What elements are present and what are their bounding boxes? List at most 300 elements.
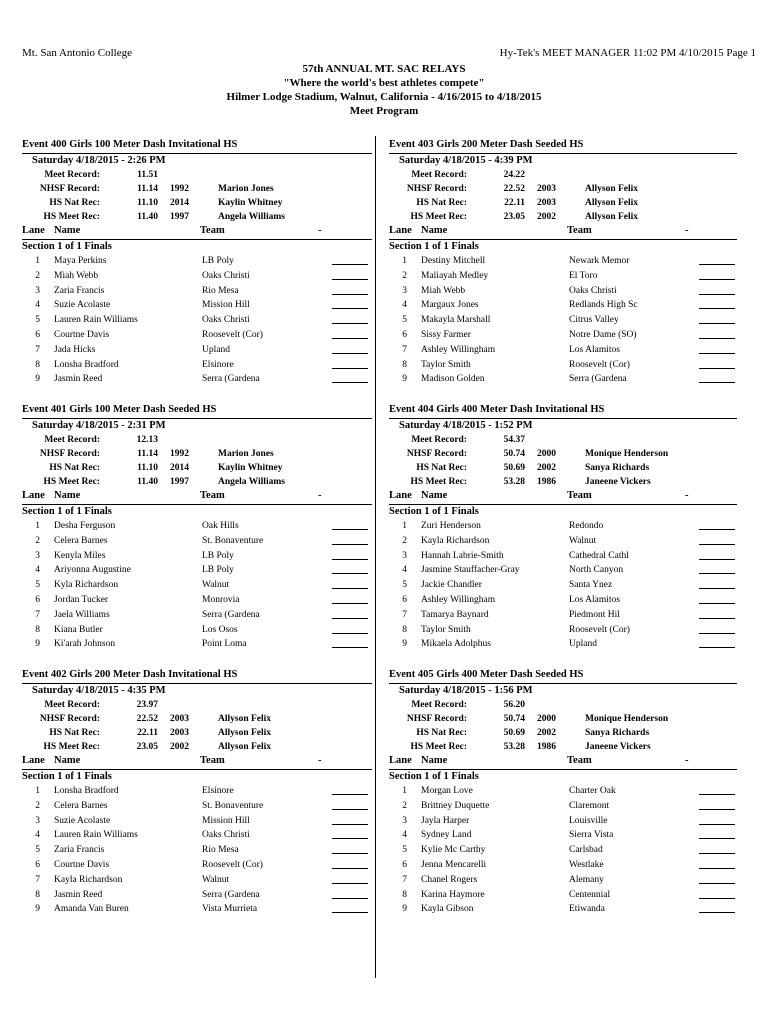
entry-team: Serra (Gardena xyxy=(202,609,260,620)
entry-row xyxy=(22,254,372,269)
entry-name: Amanda Van Buren xyxy=(54,904,129,915)
record-holder: Kaylin Whitney xyxy=(218,198,283,208)
event-session: Saturday 4/18/2015 - 4:39 PM xyxy=(399,155,533,166)
record-year: 1997 xyxy=(170,477,189,487)
entry-mark-blank xyxy=(699,534,735,545)
record-value: 24.22 xyxy=(503,170,525,180)
entry-row xyxy=(22,578,372,593)
entry-mark-blank xyxy=(699,858,735,869)
entry-name: Jayla Harper xyxy=(421,815,470,826)
entry-team: Charter Oak xyxy=(569,786,616,796)
event-session: Saturday 4/18/2015 - 2:31 PM xyxy=(32,420,166,431)
record-row xyxy=(22,210,372,224)
entry-team: Monrovia xyxy=(202,594,240,605)
record-row xyxy=(22,461,372,475)
entry-row xyxy=(22,563,372,578)
entry-team: Piedmont Hil xyxy=(569,609,620,620)
entry-name: Suzie Acolaste xyxy=(54,815,111,826)
team-header: Team xyxy=(200,755,225,766)
entry-lane: 5 xyxy=(402,845,407,856)
entry-row xyxy=(389,343,737,358)
entry-name: Desha Ferguson xyxy=(54,521,116,531)
record-value: 22.11 xyxy=(504,198,525,208)
entry-team: Serra (Gardena xyxy=(569,374,627,385)
entry-name: Makayla Marshall xyxy=(421,315,491,326)
entry-mark-blank xyxy=(332,358,368,369)
entry-name: Ashley Willingham xyxy=(421,594,496,605)
entry-team: Los Alamitos xyxy=(569,344,620,355)
entry-row xyxy=(22,873,372,888)
entry-row xyxy=(22,298,372,313)
entry-row xyxy=(389,873,737,888)
record-label: NHSF Record: xyxy=(406,184,467,194)
entry-row xyxy=(22,328,372,343)
record-value: 50.69 xyxy=(503,463,525,473)
entry-team: Santa Ynez xyxy=(569,580,613,591)
event-session: Saturday 4/18/2015 - 2:26 PM xyxy=(32,155,166,166)
record-year xyxy=(529,698,565,712)
entry-mark-blank xyxy=(699,873,735,884)
record-list xyxy=(22,168,372,224)
record-row xyxy=(22,726,372,740)
entry-name: Taylor Smith xyxy=(421,624,471,635)
entry-lane: 5 xyxy=(35,315,40,326)
event-block xyxy=(389,668,737,933)
record-year: 2000 xyxy=(537,449,556,459)
record-list xyxy=(22,433,372,489)
entry-name: Jasmin Reed xyxy=(54,374,103,385)
entry-name: Courtne Davis xyxy=(54,859,110,870)
record-holder: Marion Jones xyxy=(218,449,274,459)
entry-team: Elsinore xyxy=(202,359,234,370)
record-value: 11.10 xyxy=(137,198,158,208)
record-label: NHSF Record: xyxy=(39,449,100,459)
entry-lane: 5 xyxy=(35,580,40,591)
entry-lane: 9 xyxy=(402,639,407,650)
entry-team: Vista Murrieta xyxy=(202,904,258,915)
record-holder: Allyson Felix xyxy=(218,728,272,738)
entry-team: El Toro xyxy=(569,270,598,281)
record-row xyxy=(389,182,737,196)
record-year xyxy=(162,433,198,447)
record-holder: Sanya Richards xyxy=(585,728,650,738)
entry-row xyxy=(22,593,372,608)
entry-team: Mission Hill xyxy=(202,300,250,311)
entry-mark-blank xyxy=(699,328,735,339)
record-row xyxy=(22,475,372,489)
record-holder: Allyson Felix xyxy=(218,714,272,724)
record-year: 2014 xyxy=(170,198,189,208)
mark-header: - xyxy=(318,225,322,236)
record-list xyxy=(389,168,737,224)
entry-name: Miah Webb xyxy=(421,285,466,296)
record-year xyxy=(162,168,198,182)
event-block xyxy=(22,668,372,933)
record-value: 11.14 xyxy=(137,449,158,459)
record-holder: Sanya Richards xyxy=(585,463,650,473)
entry-name: Courtne Davis xyxy=(54,329,110,340)
event-session: Saturday 4/18/2015 - 4:35 PM xyxy=(32,685,166,696)
entry-lane: 6 xyxy=(402,329,407,340)
record-label: NHSF Record: xyxy=(406,449,467,459)
entry-team: St. Bonaventure xyxy=(202,535,264,546)
entry-name: Lauren Rain Williams xyxy=(54,830,138,841)
record-holder xyxy=(565,433,585,447)
record-label: HS Meet Rec: xyxy=(43,477,100,487)
entry-row xyxy=(22,284,372,299)
entry-team: Rio Mesa xyxy=(202,285,239,296)
left-column xyxy=(22,138,372,933)
entry-mark-blank xyxy=(699,343,735,354)
entry-name: Jasmin Reed xyxy=(54,889,103,900)
entry-lane: 2 xyxy=(35,800,40,811)
entry-name: Jordan Tucker xyxy=(54,594,109,605)
record-holder xyxy=(565,698,585,712)
column-header xyxy=(389,224,737,240)
record-value: 23.97 xyxy=(136,700,158,710)
entry-mark-blank xyxy=(332,549,368,560)
section-label: Section 1 of 1 Finals xyxy=(22,771,112,782)
entry-mark-blank xyxy=(699,563,735,574)
entry-name: Jackie Chandler xyxy=(421,580,482,591)
record-row xyxy=(389,447,737,461)
entry-mark-blank xyxy=(332,873,368,884)
entry-list xyxy=(22,519,372,652)
entry-name: Kyla Richardson xyxy=(54,580,119,591)
entry-mark-blank xyxy=(699,313,735,324)
record-row xyxy=(389,461,737,475)
entry-row xyxy=(22,313,372,328)
record-row xyxy=(22,447,372,461)
entry-team: Claremont xyxy=(569,800,610,811)
entry-team: LB Poly xyxy=(202,565,234,576)
record-label: Meet Record: xyxy=(44,170,100,180)
event-title: Event 402 Girls 200 Meter Dash Invitational HS xyxy=(22,669,238,680)
record-row xyxy=(389,168,737,182)
entry-name: Kayla Gibson xyxy=(421,904,474,915)
event-title: Event 401 Girls 100 Meter Dash Seeded HS xyxy=(22,404,217,415)
record-row xyxy=(389,433,737,447)
entry-mark-blank xyxy=(332,372,368,383)
event-title: Event 403 Girls 200 Meter Dash Seeded HS xyxy=(389,139,584,150)
entry-mark-blank xyxy=(332,858,368,869)
record-value: 22.52 xyxy=(136,714,158,724)
entry-name: Maliayah Medley xyxy=(421,270,489,281)
record-holder: Allyson Felix xyxy=(585,198,639,208)
entry-team: Oaks Christi xyxy=(202,270,250,281)
entry-lane: 3 xyxy=(35,550,40,561)
column-header xyxy=(389,489,737,505)
entry-team: Notre Dame (SO) xyxy=(569,329,637,340)
team-header: Team xyxy=(567,225,592,236)
entry-mark-blank xyxy=(699,637,735,648)
entry-lane: 7 xyxy=(35,609,40,620)
entry-name: Brittney Duquette xyxy=(421,800,490,811)
record-year: 2003 xyxy=(537,198,556,208)
section-label: Section 1 of 1 Finals xyxy=(389,506,479,517)
entry-mark-blank xyxy=(699,623,735,634)
record-value: 11.40 xyxy=(137,212,158,222)
entry-row xyxy=(22,858,372,873)
entry-row xyxy=(389,799,737,814)
entry-mark-blank xyxy=(699,888,735,899)
entry-lane: 7 xyxy=(402,874,407,885)
entry-team: Point Loma xyxy=(202,639,247,650)
record-holder: Allyson Felix xyxy=(585,184,639,194)
entry-row xyxy=(22,519,372,534)
entry-name: Tamarya Baynard xyxy=(421,609,489,620)
entry-team: Newark Memor xyxy=(569,256,630,266)
record-year: 2003 xyxy=(170,728,189,738)
college-name: Mt. San Antonio College xyxy=(22,47,132,59)
record-year: 1992 xyxy=(170,449,189,459)
entry-name: Zaria Francis xyxy=(54,845,105,856)
entry-row xyxy=(22,799,372,814)
record-holder: Allyson Felix xyxy=(585,212,639,222)
entry-row xyxy=(389,358,737,373)
entry-lane: 5 xyxy=(402,580,407,591)
entry-lane: 4 xyxy=(35,830,40,841)
record-label: HS Nat Rec: xyxy=(416,728,467,738)
entry-name: Jada Hicks xyxy=(54,344,96,355)
name-header: Name xyxy=(421,490,448,501)
record-label: HS Meet Rec: xyxy=(410,477,467,487)
record-value: 11.51 xyxy=(137,170,158,180)
entry-row xyxy=(389,902,737,917)
record-holder xyxy=(198,433,218,447)
entry-row xyxy=(389,254,737,269)
entry-lane: 8 xyxy=(402,359,407,370)
entry-team: Redlands High Sc xyxy=(569,300,638,311)
meet-manager-stamp: Hy-Tek's MEET MANAGER 11:02 PM 4/10/2015 Page 1 xyxy=(499,47,756,59)
entry-mark-blank xyxy=(699,254,735,265)
entry-mark-blank xyxy=(699,843,735,854)
record-holder: Monique Henderson xyxy=(585,714,669,724)
entry-team: Roosevelt (Cor) xyxy=(202,329,263,340)
entry-lane: 8 xyxy=(402,889,407,900)
entry-row xyxy=(389,284,737,299)
record-holder xyxy=(565,168,585,182)
entry-mark-blank xyxy=(332,902,368,913)
record-value: 12.13 xyxy=(136,435,158,445)
record-row xyxy=(22,698,372,712)
entry-team: Oaks Christi xyxy=(569,285,617,296)
entry-name: Kenyla Miles xyxy=(54,550,106,561)
entry-row xyxy=(22,549,372,564)
entry-mark-blank xyxy=(332,563,368,574)
entry-lane: 1 xyxy=(402,256,407,266)
entry-row xyxy=(389,549,737,564)
event-title: Event 404 Girls 400 Meter Dash Invitational HS xyxy=(389,404,605,415)
entry-name: Ki'arah Johnson xyxy=(54,639,116,650)
section-label: Section 1 of 1 Finals xyxy=(389,241,479,252)
entry-row xyxy=(389,843,737,858)
entry-lane: 6 xyxy=(35,329,40,340)
entry-lane: 8 xyxy=(35,624,40,635)
mark-header: - xyxy=(318,490,322,501)
entry-mark-blank xyxy=(699,578,735,589)
entry-row xyxy=(389,372,737,387)
entry-row xyxy=(389,328,737,343)
entry-mark-blank xyxy=(332,313,368,324)
record-value: 22.52 xyxy=(503,184,525,194)
entry-row xyxy=(22,269,372,284)
record-row xyxy=(389,726,737,740)
entry-lane: 9 xyxy=(35,904,40,915)
record-row xyxy=(389,740,737,754)
record-year: 1986 xyxy=(537,477,556,487)
entry-team: Etiwanda xyxy=(569,904,605,915)
entry-team: Louisville xyxy=(569,815,608,826)
entry-lane: 6 xyxy=(402,594,407,605)
entry-name: Kayla Richardson xyxy=(54,874,123,885)
entry-row xyxy=(22,814,372,829)
entry-row xyxy=(22,372,372,387)
record-holder: Janeene Vickers xyxy=(585,477,651,487)
entry-team: Roosevelt (Cor) xyxy=(569,624,630,635)
entry-row xyxy=(22,784,372,799)
entry-name: Margaux Jones xyxy=(421,300,479,311)
record-row xyxy=(389,475,737,489)
record-label: NHSF Record: xyxy=(406,714,467,724)
record-value: 56.20 xyxy=(503,700,525,710)
column-divider xyxy=(375,136,376,978)
event-block xyxy=(22,138,372,403)
entry-team: Centennial xyxy=(569,889,611,900)
entry-lane: 3 xyxy=(402,550,407,561)
meet-titles xyxy=(0,62,768,118)
name-header: Name xyxy=(421,225,448,236)
record-year: 1997 xyxy=(170,212,189,222)
record-label: HS Nat Rec: xyxy=(416,198,467,208)
entry-row xyxy=(22,828,372,843)
entry-lane: 4 xyxy=(35,300,40,311)
entry-mark-blank xyxy=(332,578,368,589)
entry-team: Elsinore xyxy=(202,786,234,796)
entry-name: Ashley Willingham xyxy=(421,344,496,355)
entry-row xyxy=(22,843,372,858)
entry-lane: 4 xyxy=(402,300,407,311)
record-row xyxy=(22,182,372,196)
record-label: NHSF Record: xyxy=(39,184,100,194)
entry-name: Hannah Labrie-Smith xyxy=(421,550,504,561)
record-year: 1986 xyxy=(537,742,556,752)
entry-team: Carlsbad xyxy=(569,845,603,856)
lane-header: Lane xyxy=(389,755,412,766)
record-year: 1992 xyxy=(170,184,189,194)
entry-name: Jaela Williams xyxy=(54,609,110,620)
entry-lane: 4 xyxy=(402,830,407,841)
entry-name: Miah Webb xyxy=(54,270,99,281)
entry-mark-blank xyxy=(699,608,735,619)
meet-tagline: "Where the world's best athletes compete" xyxy=(283,77,485,89)
entry-team: Sierra Vista xyxy=(569,830,614,841)
entry-mark-blank xyxy=(699,814,735,825)
entry-mark-blank xyxy=(699,284,735,295)
record-label: HS Meet Rec: xyxy=(410,212,467,222)
record-year: 2002 xyxy=(170,742,189,752)
entry-name: Kylie Mc Carthy xyxy=(421,845,486,856)
name-header: Name xyxy=(54,755,81,766)
entry-lane: 7 xyxy=(35,874,40,885)
record-year: 2002 xyxy=(537,728,556,738)
event-title: Event 400 Girls 100 Meter Dash Invitational HS xyxy=(22,139,238,150)
entry-mark-blank xyxy=(699,298,735,309)
entry-team: Citrus Valley xyxy=(569,315,619,326)
lane-header: Lane xyxy=(389,225,412,236)
entry-lane: 5 xyxy=(35,845,40,856)
entry-row xyxy=(389,814,737,829)
record-label: Meet Record: xyxy=(411,435,467,445)
entry-mark-blank xyxy=(332,814,368,825)
entry-lane: 6 xyxy=(402,859,407,870)
record-value: 11.14 xyxy=(137,184,158,194)
record-value: 22.11 xyxy=(137,728,158,738)
entry-lane: 7 xyxy=(35,344,40,355)
entry-mark-blank xyxy=(332,593,368,604)
entry-lane: 2 xyxy=(402,535,407,546)
entry-team: Cathedral Cathl xyxy=(569,550,629,561)
entry-lane: 2 xyxy=(35,270,40,281)
column-header xyxy=(22,224,372,240)
entry-team: Redondo xyxy=(569,521,604,531)
entry-name: Lonsha Bradford xyxy=(54,786,119,796)
entry-name: Celera Barnes xyxy=(54,535,108,546)
event-block xyxy=(389,403,737,668)
entry-lane: 3 xyxy=(402,815,407,826)
entry-lane: 1 xyxy=(35,521,40,531)
record-year xyxy=(529,168,565,182)
entry-mark-blank xyxy=(332,623,368,634)
event-block xyxy=(389,138,737,403)
entry-mark-blank xyxy=(699,784,735,795)
record-year: 2002 xyxy=(537,463,556,473)
entry-mark-blank xyxy=(699,519,735,530)
record-value: 54.37 xyxy=(503,435,525,445)
mark-header: - xyxy=(685,755,689,766)
entry-lane: 3 xyxy=(35,815,40,826)
entry-row xyxy=(22,358,372,373)
entry-lane: 7 xyxy=(402,609,407,620)
entry-team: LB Poly xyxy=(202,550,234,561)
entry-name: Morgan Love xyxy=(421,786,473,796)
mark-header: - xyxy=(685,490,689,501)
record-label: NHSF Record: xyxy=(39,714,100,724)
record-row xyxy=(22,433,372,447)
entry-team: Roosevelt (Cor) xyxy=(569,359,630,370)
entry-lane: 1 xyxy=(402,521,407,531)
record-year xyxy=(162,698,198,712)
entry-mark-blank xyxy=(332,888,368,899)
record-row xyxy=(389,712,737,726)
entry-name: Karina Haymore xyxy=(421,889,485,900)
entry-list xyxy=(389,519,737,652)
team-header: Team xyxy=(200,490,225,501)
entry-mark-blank xyxy=(332,843,368,854)
entry-lane: 7 xyxy=(402,344,407,355)
event-session: Saturday 4/18/2015 - 1:52 PM xyxy=(399,420,533,431)
record-holder: Angela Williams xyxy=(218,477,285,487)
entry-lane: 4 xyxy=(402,565,407,576)
lane-header: Lane xyxy=(22,490,45,501)
entry-lane: 1 xyxy=(35,256,40,266)
lane-header: Lane xyxy=(22,225,45,236)
entry-team: Oak Hills xyxy=(202,521,239,531)
record-value: 23.05 xyxy=(503,212,525,222)
entry-row xyxy=(389,578,737,593)
entry-name: Sissy Farmer xyxy=(421,329,471,340)
entry-row xyxy=(389,858,737,873)
